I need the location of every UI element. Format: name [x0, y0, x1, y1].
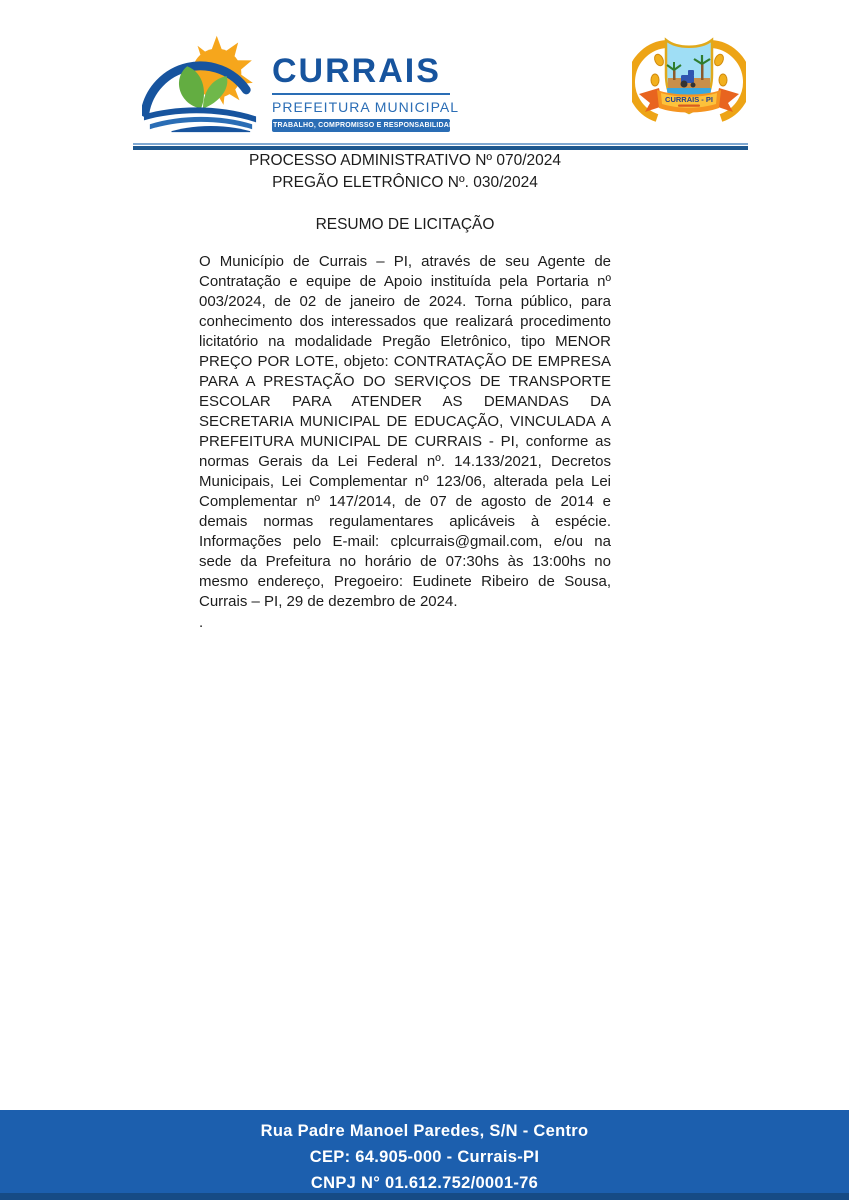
- footer-cnpj: CNPJ N° 01.612.752/0001-76: [310, 1174, 539, 1192]
- auction-title: PREGÃO ELETRÔNICO Nº. 030/2024: [272, 173, 538, 191]
- summary-paragraph: O Município de Currais – PI, através de seu Agente de Contratação e equipe de Apoio instituída pela Portaria nº 003/2024, de 02 de janeiro de 2024. Torna público, para conhecimento dos interessados que realizará procedimento licitatório na modalidade Pregão Eletrônico, tipo MENOR PREÇO POR LOTE, objeto: CONTRATAÇÃO DE EMPRESA PARA A PRESTAÇÃO DO SERVIÇOS DE TRANSPORTE ESCOLAR PARA ATENDER AS DEMANDAS DA SECRETARIA MUNICIPAL DE EDUCAÇÃO, VINCULADA A PREFEITURA MUNICIPAL DE CURRAIS - PI, conforme as normas Gerais da Lei Federal nº. 14.133/2021, Decretos Municipais, Lei Complementar nº 123/06, alterada pela Lei Complementar nº 147/2014, de 07 de agosto de 2014 e demais normas regulamentares aplicáveis à espécie. Informações pelo E-mail: cplcurrais@gmail.com, e/ou na sede da Prefeitura no horário de 07:30hs às 13:00hs no mesmo endereço, Pregoeiro: Eudinete Ribeiro de Sousa, Currais – PI, 29 de dezembro de 2024.: [199, 253, 611, 610]
- process-title: PROCESSO ADMINISTRATIVO Nº 070/2024: [248, 152, 562, 169]
- footer-address: Rua Padre Manoel Paredes, S/N - Centro: [260, 1122, 589, 1140]
- header-rule: [133, 143, 748, 150]
- logo-city-name: CURRAIS: [272, 52, 441, 90]
- footer-cep: CEP: 64.905-000 - Currais-PI: [309, 1148, 540, 1166]
- logo-wordmark: [272, 52, 460, 133]
- section-title: RESUMO DE LICITAÇÃO: [315, 216, 495, 233]
- sun-leaf-field-icon: [142, 33, 260, 133]
- coat-of-arms-icon: [632, 30, 746, 132]
- logo-divider: [272, 93, 450, 95]
- body-block: [199, 252, 611, 633]
- logo-subtitle: PREFEITURA MUNICIPAL: [272, 99, 459, 115]
- trailing-dot: .: [199, 614, 204, 631]
- logo-tagline-banner: TRABALHO, COMPROMISSO E RESPONSABILIDADE: [272, 119, 450, 132]
- crest-ribbon-label: CURRAIS - PI: [665, 95, 713, 104]
- title-block: [199, 150, 611, 236]
- footer-band: [0, 1110, 849, 1200]
- prefeitura-logo: [142, 33, 460, 133]
